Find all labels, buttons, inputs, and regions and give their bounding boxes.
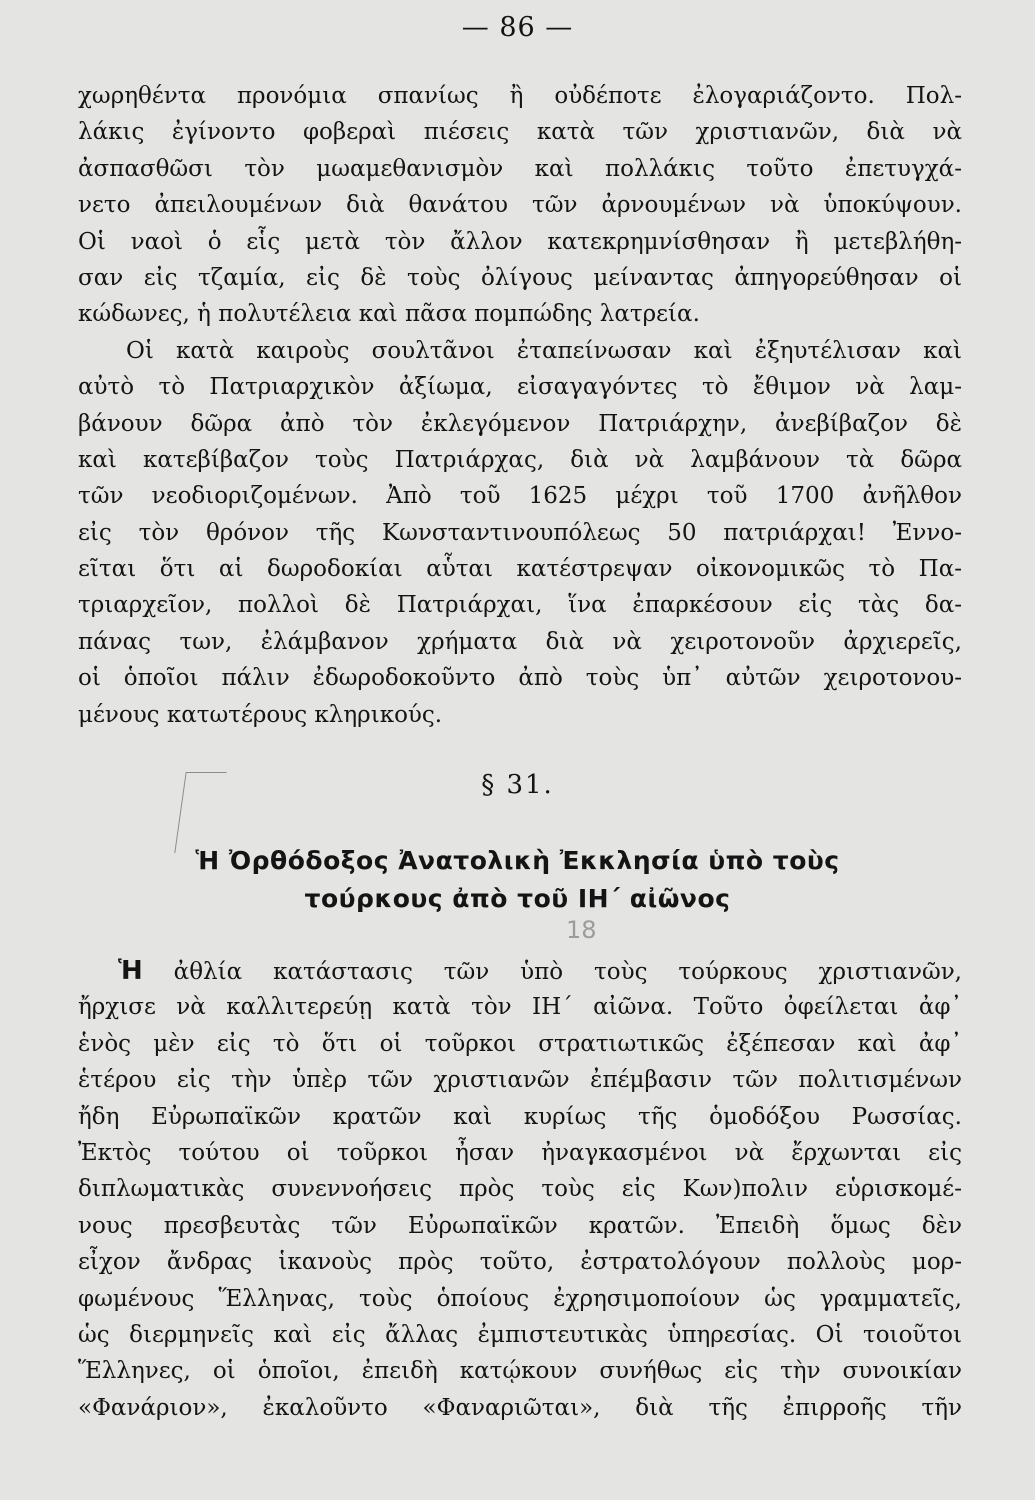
- text-line: βάνουν δῶρα ἀπὸ τὸν ἐκλεγόμενον Πατριάρχην, ἀνεβίβαζον δὲ: [78, 410, 962, 437]
- text-line: ἀσπασθῶσι τὸν μωαμεθανισμὸν καὶ πολλάκις τοῦτο ἐπετυγχά-: [78, 155, 962, 182]
- initial-letter: Ἡ: [118, 956, 143, 986]
- text-line: ἤδη Εὐρωπαϊκῶν κρατῶν καὶ κυρίως τῆς ὁμοδόξου Ρωσσίας.: [78, 1103, 962, 1130]
- text-line: εἰς τὸν θρόνον τῆς Κωνσταντινουπόλεως 50 πατριάρχαι! Ἐννο-: [78, 519, 962, 546]
- text-line: Οἱ ναοὶ ὁ εἷς μετὰ τὸν ἄλλον κατεκρημνίσθησαν ἢ μετεβλήθη-: [78, 228, 962, 255]
- text-line: ἑτέρου εἰς τὴν ὑπὲρ τῶν χριστιανῶν ἐπέμβασιν τῶν πολιτισμένων: [78, 1067, 962, 1094]
- text-line: νετο ἀπειλουμένων διὰ θανάτου τῶν ἀρνουμένων νὰ ὑποκύψουν.: [78, 192, 962, 219]
- text-line: Ἕλληνες, οἱ ὁποῖοι, ἐπειδὴ κατῴκουν συνήθως εἰς τὴν συνοικίαν: [78, 1358, 962, 1385]
- text-line: σαν εἰς τζαμία, εἰς δὲ τοὺς ὀλίγους μείναντας ἀπηγορεύθησαν οἱ: [78, 264, 962, 291]
- section-number: § 31.: [481, 770, 554, 800]
- text-line: τριαρχεῖον, πολλοὶ δὲ Πατριάρχαι, ἵνα ἐπαρκέσουν εἰς τὰς δα-: [78, 592, 962, 619]
- first-line-text: ἀθλία κατάστασις τῶν ὑπὸ τοὺς τούρκους χριστιανῶν,: [142, 959, 962, 985]
- page-number: — 86 —: [461, 12, 574, 43]
- text-line: τῶν νεοδιοριζομένων. Ἀπὸ τοῦ 1625 μέχρι τοῦ 1700 ἀνῆλθον: [78, 483, 962, 510]
- text-line: κώδωνες, ἡ πολυτέλεια καὶ πᾶσα πομπώδης λατρεία.: [78, 301, 700, 328]
- text-line: διπλωματικὰς συνεννοήσεις πρὸς τοὺς εἰς Κων)πολιν εὑρισκομέ-: [78, 1176, 962, 1203]
- text-line: Οἱ κατὰ καιροὺς σουλτᾶνοι ἐταπείνωσαν καὶ ἐξηυτέλισαν καὶ: [126, 337, 962, 364]
- section-title-line-1: Ἡ Ὀρθόδοξος Ἀνατολικὴ Ἐκκλησία ὑπὸ τοὺς: [195, 846, 840, 875]
- text-line: αὐτὸ τὸ Πατριαρχικὸν ἀξίωμα, εἰσαγαγόντες τὸ ἔθιμον νὰ λαμ-: [78, 374, 962, 401]
- text-block-upper: [78, 78, 962, 733]
- text-line: χωρηθέντα προνόμια σπανίως ἢ οὐδέποτε ἐλογαριάζοντο. Πολ-: [78, 83, 962, 109]
- text-line: εῖται ὅτι αἱ δωροδοκίαι αὗται κατέστρεψαν οἰκονομικῶς τὸ Πα-: [78, 556, 962, 583]
- text-line: μένους κατωτέρους κληρικούς.: [78, 701, 443, 728]
- text-line: ἤρχισε νὰ καλλιτερεύῃ κατὰ τὸν ΙΗ΄ αἰῶνα. Τοῦτο ὀφείλεται ἀφ᾽: [78, 994, 962, 1021]
- text-line: φωμένους Ἕλληνας, τοὺς ὁποίους ἐχρησιμοποίουν ὡς γραμματεῖς,: [78, 1285, 962, 1312]
- text-line: εἶχον ἄνδρας ἱκανοὺς πρὸς τοῦτο, ἐστρατολόγουν πολλοὺς μορ-: [78, 1249, 962, 1276]
- section-title-line-2: τούρκους ἀπὸ τοῦ ΙΗ΄ αἰῶνος: [304, 884, 731, 913]
- text-line-first: [78, 953, 962, 989]
- text-block-lower: [78, 953, 962, 1426]
- text-line: Ἐκτὸς τούτου οἱ τοῦρκοι ἦσαν ἠναγκασμένοι νὰ ἔρχωνται εἰς: [78, 1139, 962, 1166]
- text-line: πάνας των, ἐλάμβανον χρήματα διὰ νὰ χειροτονοῦν ἀρχιερεῖς,: [78, 628, 962, 655]
- text-line: λάκις ἐγίνοντο φοβεραὶ πιέσεις κατὰ τῶν χριστιανῶν, διὰ νὰ: [78, 119, 962, 146]
- text-line: οἱ ὁποῖοι πάλιν ἐδωροδοκοῦντο ἀπὸ τοὺς ὑπ᾽ αὐτῶν χειροτονου-: [78, 665, 962, 692]
- text-line: ὡς διερμηνεῖς καὶ εἰς ἄλλας ἐμπιστευτικὰς ὑπηρεσίας. Οἱ τοιοῦτοι: [78, 1321, 962, 1348]
- text-line: «Φανάριον», ἐκαλοῦντο «Φαναριῶται», διὰ τῆς ἐπιρροῆς τῆν: [78, 1394, 962, 1421]
- pencil-margin-note: 18: [566, 916, 597, 944]
- text-line: νους πρεσβευτὰς τῶν Εὐρωπαϊκῶν κρατῶν. Ἐπειδὴ ὅμως δὲν: [78, 1212, 962, 1239]
- text-line: ἑνὸς μὲν εἰς τὸ ὅτι οἱ τοῦρκοι στρατιωτικῶς ἐξέπεσαν καὶ ἀφ᾽: [78, 1030, 962, 1057]
- text-line: καὶ κατεβίβαζον τοὺς Πατριάρχας, διὰ νὰ λαμβάνουν τὰ δῶρα: [78, 446, 962, 473]
